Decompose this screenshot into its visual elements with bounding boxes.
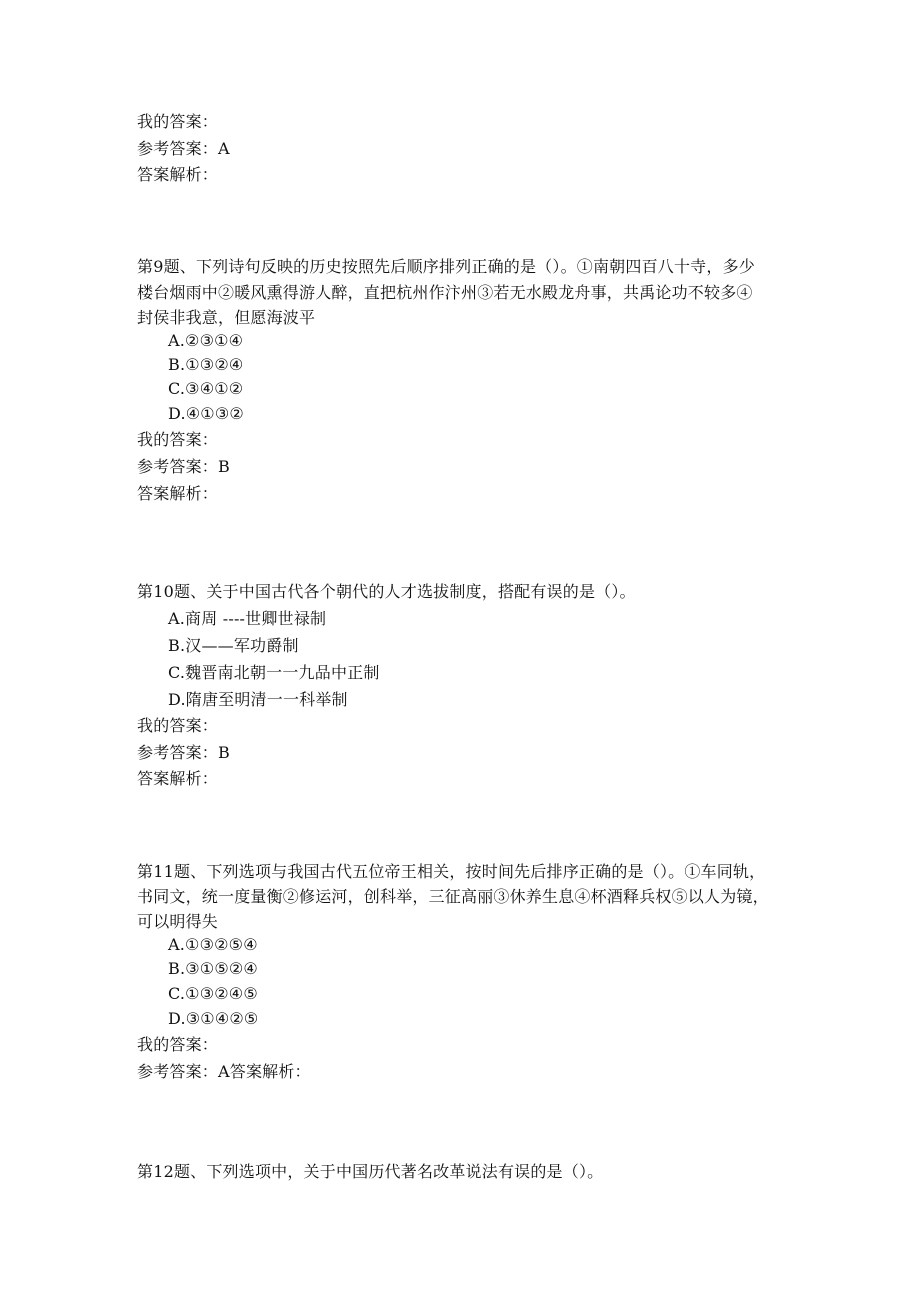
q9-text-line-3: 封侯非我意，但愿海波平 (137, 308, 316, 327)
q11-text-line-1: 第11题、下列选项与我国古代五位帝王相关，按时间先后排序正确的是（）。①车同轨， (137, 862, 766, 881)
q11-option-c: C.①③②④⑤ (168, 984, 258, 1003)
q11-option-a: A.①③②⑤④ (168, 935, 258, 954)
q9-option-a: A.②③①④ (168, 331, 244, 350)
q10-option-b: B.汉——军功爵制 (168, 636, 299, 655)
q9-reference-answer: 参考答案：B (137, 457, 230, 476)
prev-reference-answer: 参考答案：A (137, 139, 230, 158)
q10-option-d: D.隋唐至明清一一科举制 (168, 690, 348, 709)
q9-analysis-label: 答案解析： (137, 484, 219, 503)
q11-my-answer-label: 我的答案： (137, 1035, 219, 1054)
q10-my-answer-label: 我的答案： (137, 716, 219, 735)
q11-option-d: D.③①④②⑤ (168, 1009, 259, 1028)
q9-my-answer-label: 我的答案： (137, 430, 219, 449)
q11-option-b: B.③①⑤②④ (168, 959, 258, 978)
q10-option-a: A.商周 ----世卿世禄制 (168, 609, 327, 628)
prev-analysis-label: 答案解析： (137, 165, 219, 184)
q9-option-d: D.④①③② (168, 404, 244, 423)
q9-text-line-2: 楼台烟雨中②暖风熏得游人醉，直把杭州作汴州③若无水殿龙舟事，共禹论功不较多④ (137, 283, 753, 302)
q9-text-line-1: 第9题、下列诗句反映的历史按照先后顺序排列正确的是（）。①南朝四百八十寺，多少 (137, 257, 755, 276)
prev-my-answer-label: 我的答案： (137, 112, 219, 131)
q11-text-line-2: 书同文，统一度量衡②修运河，创科举，三征高丽③休养生息④杯酒释兵权⑤以人为镜， (137, 887, 769, 906)
q10-option-c: C.魏晋南北朝一一九品中正制 (168, 663, 380, 682)
q11-text-line-3: 可以明得失 (137, 912, 219, 931)
q10-text-line-1: 第10题、关于中国古代各个朝代的人才选拔制度，搭配有误的是（）。 (137, 582, 636, 601)
q10-analysis-label: 答案解析： (137, 769, 219, 788)
q9-option-c: C.③④①② (168, 379, 244, 398)
q9-option-b: B.①③②④ (168, 355, 244, 374)
q12-text-line-1: 第12题、下列选项中，关于中国历代著名改革说法有误的是（）。 (137, 1162, 604, 1181)
q11-reference-and-analysis: 参考答案：A答案解析： (137, 1062, 311, 1081)
q10-reference-answer: 参考答案：B (137, 743, 230, 762)
